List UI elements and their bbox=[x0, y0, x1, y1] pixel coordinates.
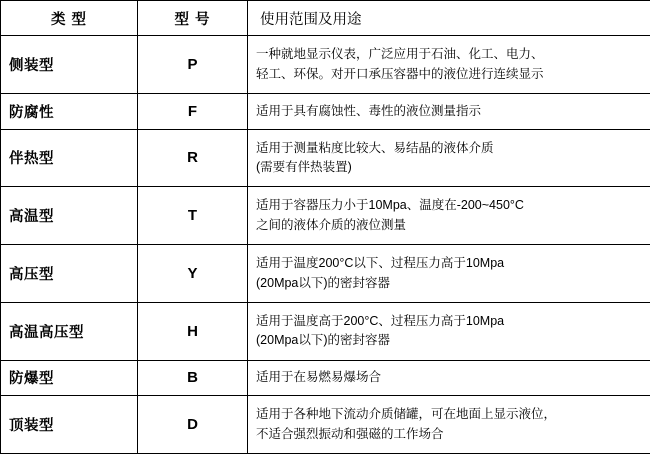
cell-model: D bbox=[138, 396, 248, 454]
cell-desc bbox=[248, 245, 650, 303]
desc-line: 轻工、环保。对开口承压容器中的液位进行连续显示 bbox=[256, 66, 544, 81]
desc-line: 适用于在易燃易爆场合 bbox=[256, 370, 382, 385]
cell-model: Y bbox=[138, 245, 248, 303]
desc-line: (需要有伴热装置) bbox=[256, 159, 352, 174]
cell-desc bbox=[248, 396, 650, 454]
cell-desc bbox=[248, 36, 650, 94]
cell-type: 高温高压型 bbox=[1, 302, 138, 360]
column-header-model: 型 号 bbox=[138, 1, 248, 36]
desc-line: 不适合强烈振动和强磁的工作场合 bbox=[256, 426, 444, 441]
cell-desc bbox=[248, 94, 650, 129]
cell-model: T bbox=[138, 187, 248, 245]
desc-line: 适用于具有腐蚀性、毒性的液位测量指示 bbox=[256, 103, 482, 118]
cell-model: F bbox=[138, 94, 248, 129]
cell-desc bbox=[248, 129, 650, 187]
table-row bbox=[1, 36, 650, 94]
cell-type: 高温型 bbox=[1, 187, 138, 245]
cell-type: 防腐性 bbox=[1, 94, 138, 129]
table-row bbox=[1, 396, 650, 454]
table-row bbox=[1, 94, 650, 129]
desc-line: 一种就地显示仪表，广泛应用于石油、化工、电力、 bbox=[256, 47, 544, 62]
desc-line: 适用于各种地下流动介质储罐，可在地面上显示液位， bbox=[256, 407, 557, 422]
desc-line: 之间的液体介质的液位测量 bbox=[256, 217, 407, 232]
table-row bbox=[1, 187, 650, 245]
table-body bbox=[1, 1, 650, 454]
desc-line: (20Mpa以下)的密封容器 bbox=[256, 333, 391, 348]
desc-line: (20Mpa以下)的密封容器 bbox=[256, 275, 391, 290]
cell-model: R bbox=[138, 129, 248, 187]
desc-line: 适用于测量粘度比较大、易结晶的液体介质 bbox=[256, 140, 494, 155]
desc-line: 适用于温度200°C以下、过程压力高于10Mpa bbox=[256, 256, 505, 271]
table-header-row bbox=[1, 1, 650, 36]
table-row bbox=[1, 302, 650, 360]
table-row bbox=[1, 360, 650, 395]
table-row bbox=[1, 245, 650, 303]
cell-desc bbox=[248, 187, 650, 245]
cell-model: H bbox=[138, 302, 248, 360]
column-header-desc: 使用范围及用途 bbox=[248, 1, 650, 36]
cell-type: 侧装型 bbox=[1, 36, 138, 94]
desc-line: 适用于容器压力小于10Mpa、温度在-200~450°C bbox=[256, 198, 524, 213]
cell-desc bbox=[248, 360, 650, 395]
cell-type: 高压型 bbox=[1, 245, 138, 303]
cell-type: 伴热型 bbox=[1, 129, 138, 187]
cell-type: 顶装型 bbox=[1, 396, 138, 454]
column-header-type: 类 型 bbox=[1, 1, 138, 36]
cell-model: P bbox=[138, 36, 248, 94]
cell-type: 防爆型 bbox=[1, 360, 138, 395]
cell-model: B bbox=[138, 360, 248, 395]
desc-line: 适用于温度高于200°C、过程压力高于10Mpa bbox=[256, 313, 505, 328]
cell-desc bbox=[248, 302, 650, 360]
table-row bbox=[1, 129, 650, 187]
